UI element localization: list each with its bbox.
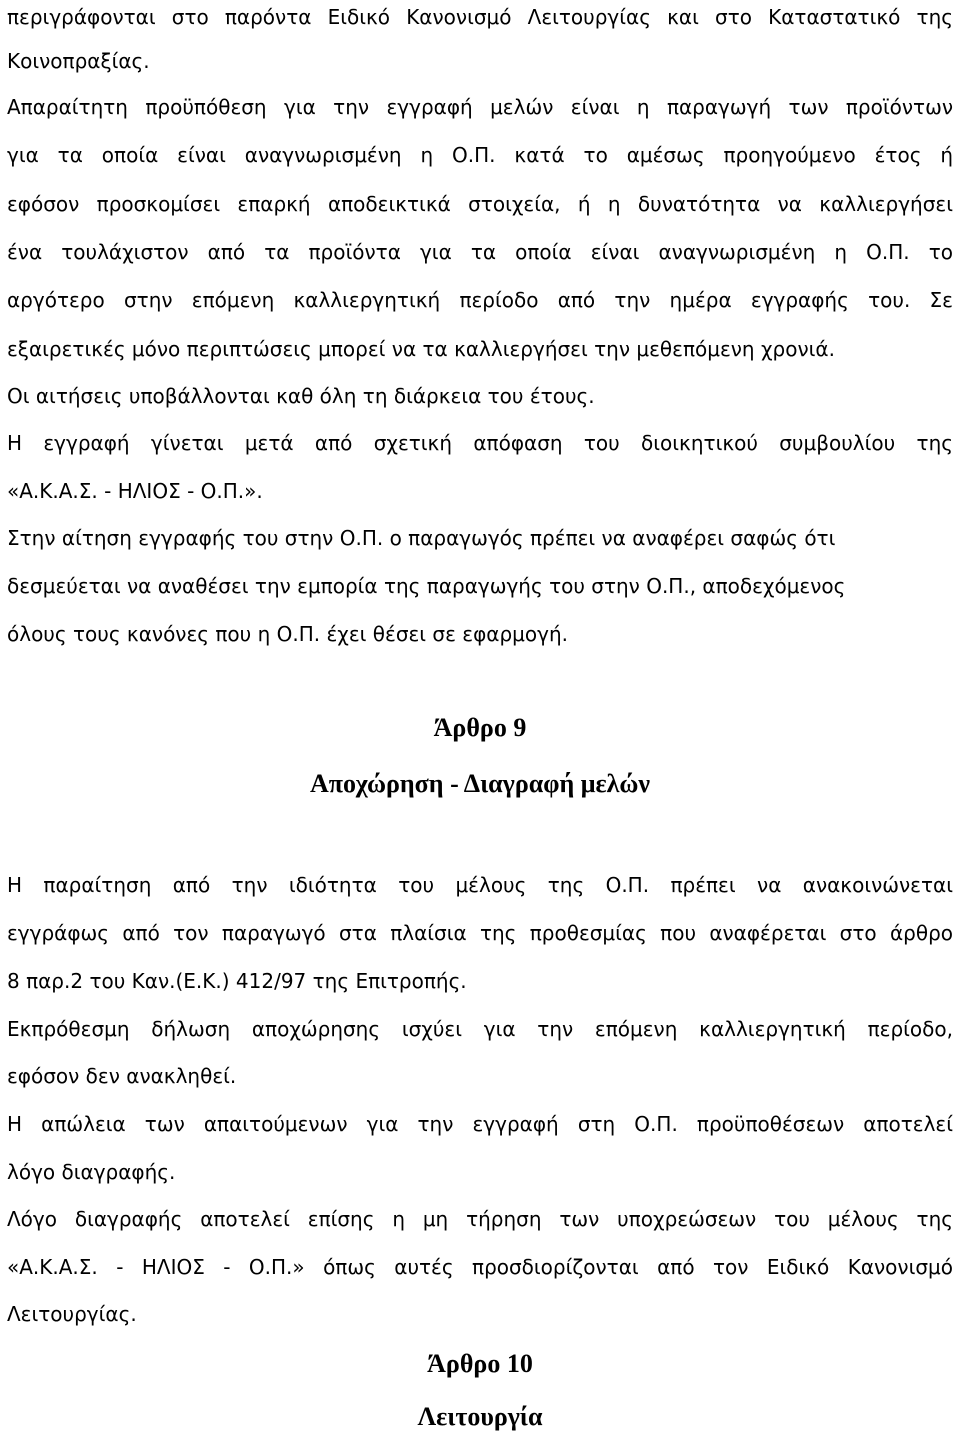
body-text-line: ένα τουλάχιστον από τα προϊόντα για τα οποία είναι αναγνωρισμένη η Ο.Π. το [7, 240, 953, 264]
body-text-line: εφόσον προσκομίσει επαρκή αποδεικτικά στοιχεία, ή η δυνατότητα να καλλιεργήσει [7, 192, 953, 216]
article-10-title: Λειτουργία [417, 1402, 543, 1431]
body-text-line: για τα οποία είναι αναγνωρισμένη η Ο.Π. κατά το αμέσως προηγούμενο έτος ή [7, 143, 953, 167]
body-text-line: εφόσον δεν ανακληθεί. [7, 1064, 237, 1088]
body-text-line: Απαραίτητη προϋπόθεση για την εγγραφή μελών είναι η παραγωγή των προϊόντων [7, 95, 953, 119]
body-text-line: Κοινοπραξίας. [7, 49, 150, 73]
article-9-title: Αποχώρηση - Διαγραφή μελών [310, 769, 650, 798]
body-text-line: όλους τους κανόνες που η Ο.Π. έχει θέσει σε εφαρμογή. [7, 622, 568, 646]
body-text-line: Η εγγραφή γίνεται μετά από σχετική απόφαση του διοικητικού συμβουλίου της [7, 431, 953, 455]
body-text-line: Λειτουργίας. [7, 1302, 137, 1326]
body-text-line: Η απώλεια των απαιτούμενων για την εγγραφή στη Ο.Π. προϋποθέσεων αποτελεί [7, 1112, 953, 1136]
article-10-heading: Άρθρο 10 [427, 1349, 533, 1378]
body-text-line: λόγο διαγραφής. [7, 1160, 176, 1184]
body-text-line: Στην αίτηση εγγραφής του στην Ο.Π. ο παραγωγός πρέπει να αναφέρει σαφώς ότι [7, 526, 836, 550]
body-text-line: εγγράφως από τον παραγωγό στα πλαίσια της προθεσμίας που αναφέρεται στο άρθρο [7, 921, 953, 945]
article-9-heading: Άρθρο 9 [433, 713, 527, 742]
body-text-line: «Α.Κ.Α.Σ. - ΗΛΙΟΣ - Ο.Π.» όπως αυτές προσδιορίζονται από τον Ειδικό Κανονισμό [7, 1255, 953, 1279]
body-text-line: Οι αιτήσεις υποβάλλονται καθ όλη τη διάρκεια του έτους. [7, 384, 595, 408]
body-text-line: «Α.Κ.Α.Σ. - ΗΛΙΟΣ - Ο.Π.». [7, 479, 263, 503]
body-text-line: εξαιρετικές μόνο περιπτώσεις μπορεί να τα καλλιεργήσει την μεθεπόμενη χρονιά. [7, 337, 835, 361]
body-text-line: 8 παρ.2 του Καν.(Ε.Κ.) 412/97 της Επιτροπής. [7, 969, 467, 993]
body-text-line: Λόγο διαγραφής αποτελεί επίσης η μη τήρηση των υποχρεώσεων του μέλους της [7, 1207, 953, 1231]
body-text-line: Εκπρόθεσμη δήλωση αποχώρησης ισχύει για την επόμενη καλλιεργητική περίοδο, [7, 1017, 953, 1041]
body-text-line: περιγράφονται στο παρόντα Ειδικό Κανονισμό Λειτουργίας και στο Καταστατικό της [7, 5, 953, 29]
body-text-line: Η παραίτηση από την ιδιότητα του μέλους της Ο.Π. πρέπει να ανακοινώνεται [7, 873, 953, 897]
body-text-line: αργότερο στην επόμενη καλλιεργητική περίοδο από την ημέρα εγγραφής του. Σε [7, 288, 953, 312]
body-text-line: δεσμεύεται να αναθέσει την εμπορία της παραγωγής του στην Ο.Π., αποδεχόμενος [7, 574, 846, 598]
